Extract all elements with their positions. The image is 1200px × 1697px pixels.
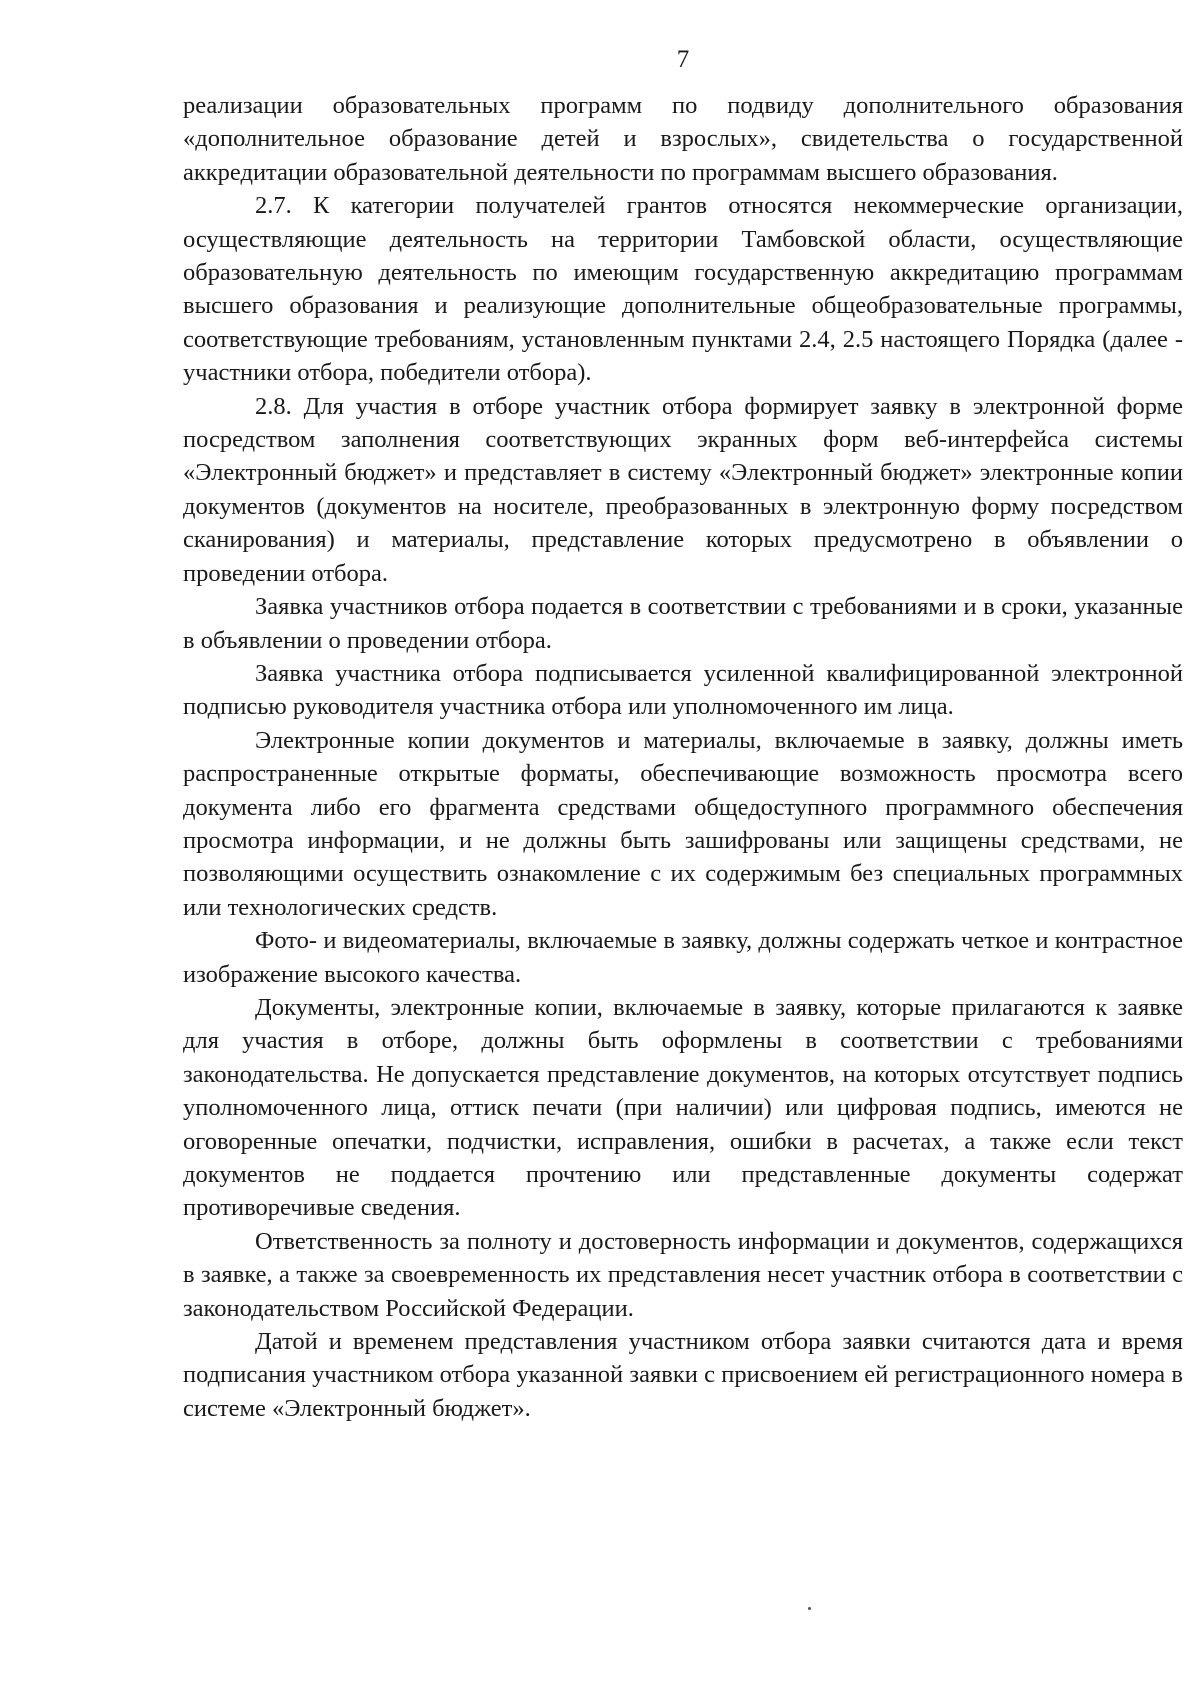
document-body [183, 89, 1183, 1425]
page-number: 7 [676, 46, 690, 73]
paragraph-continuation: реализации образовательных программ по подвиду дополнительного образования «дополнительное образование детей и взрослых», свидетельства о государственной аккредитации образовательной деятельности по программам высшего образования. [183, 92, 1183, 186]
scan-dot-mark [808, 1607, 811, 1610]
paragraph-2-7: 2.7. К категории получателей грантов относятся некоммерческие организации, осуществляющие деятельность на территории Тамбовской области, осуществляющие образовательную деятельность по имеющим государственную аккредитацию программам высшего образования и реализующие дополнительные общеобразовательные программы, соответствующие требованиям, установленным пунктами 2.4, 2.5 настоящего Порядка (далее - участники отбора, победители отбора). [183, 192, 1183, 387]
paragraph-documents-requirements: Документы, электронные копии, включаемые в заявку, которые прилагаются к заявке для участия в отборе, должны быть оформлены в соответствии с требованиями законодательства. Не допускается представление документов, на которых отсутствует подпись уполномоченного лица, оттиск печати (при наличии) или цифровая подпись, имеются не оговоренные опечатки, подчистки, исправления, ошибки в расчетах, а также если текст документов не поддается прочтению или представленные документы содержат противоречивые сведения. [183, 993, 1183, 1222]
paragraph-application-terms: Заявка участников отбора подается в соответствии с требованиями и в сроки, указанные в объявлении о проведении отбора. [183, 593, 1183, 654]
paragraph-photo-video: Фото- и видеоматериалы, включаемые в заявку, должны содержать четкое и контрастное изображение высокого качества. [183, 927, 1183, 988]
paragraph-submission-date: Датой и временем представления участником отбора заявки считаются дата и время подписания участником отбора указанной заявки с присвоением ей регистрационного номера в системе «Электронный бюджет». [183, 1328, 1183, 1422]
paragraph-responsibility: Ответственность за полноту и достоверность информации и документов, содержащихся в заявке, а также за своевременность их представления несет участник отбора в соответствии с законодательством Российской Федерации. [183, 1227, 1183, 1322]
paragraph-2-8: 2.8. Для участия в отборе участник отбора формирует заявку в электронной форме посредством заполнения соответствующих экранных форм веб-интерфейса системы «Электронный бюджет» и представляет в систему «Электронный бюджет» электронные копии документов (документов на носителе, преобразованных в электронную форму посредством сканирования) и материалы, представление которых предусмотрено в объявлении о проведении отбора. [183, 392, 1183, 587]
paragraph-application-signature: Заявка участника отбора подписывается усиленной квалифицированной электронной подписью руководителя участника отбора или уполномоченного им лица. [183, 659, 1183, 721]
paragraph-electronic-copies: Электронные копии документов и материалы, включаемые в заявку, должны иметь распространенные открытые форматы, обеспечивающие возможность просмотра всего документа либо его фрагмента средствами общедоступного программного обеспечения просмотра информации, и не должны быть зашифрованы или защищены средствами, не позволяющими осуществить ознакомление с их содержимым без специальных программных или технологических средств. [183, 726, 1183, 921]
